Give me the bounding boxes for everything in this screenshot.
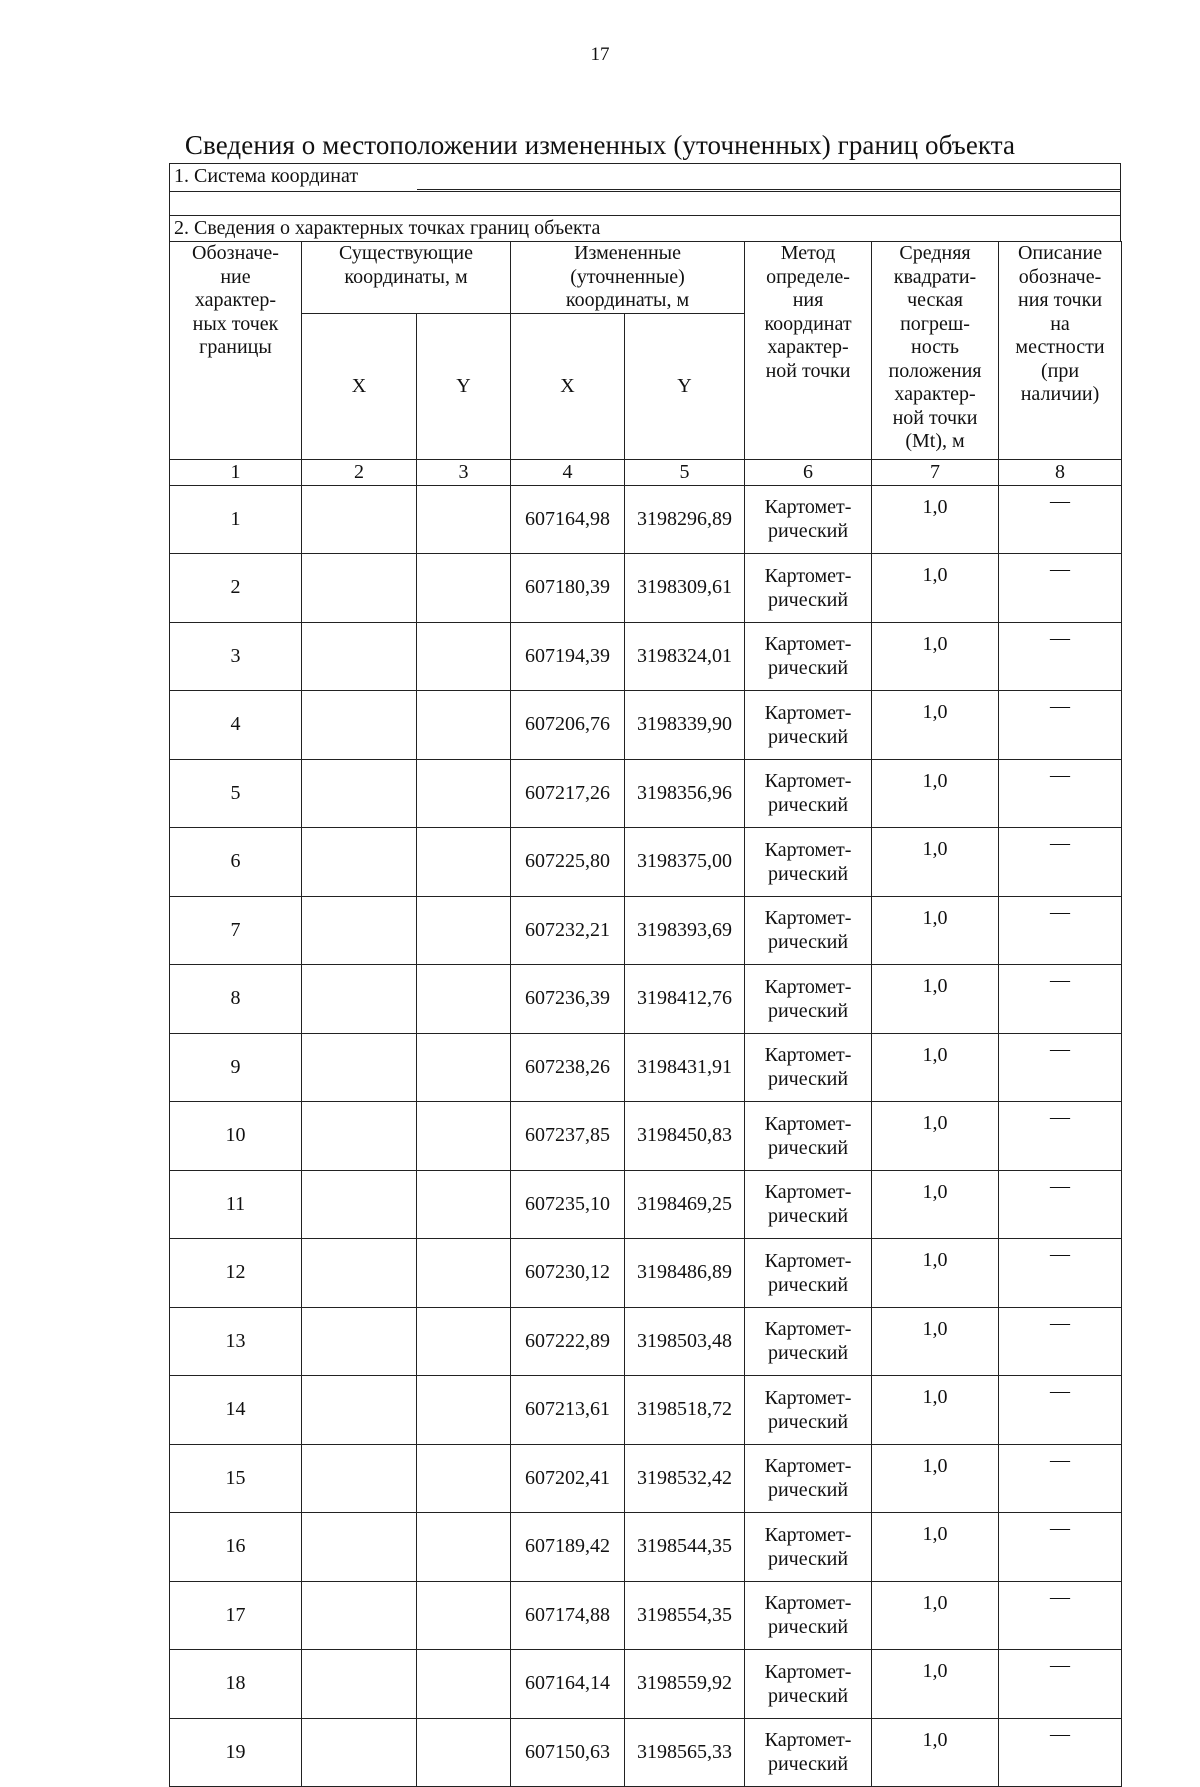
cell-existing-x <box>302 1239 417 1308</box>
cell-point-number: 8 <box>170 965 302 1034</box>
table-row <box>170 622 1122 691</box>
cell-changed-x: 607217,26 <box>511 759 625 828</box>
cell-method: Картомет- рический <box>745 759 872 828</box>
cell-existing-x <box>302 1170 417 1239</box>
cell-method: Картомет- рический <box>745 1718 872 1787</box>
page-number: 17 <box>590 44 610 65</box>
cell-existing-x <box>302 828 417 897</box>
cell-existing-x <box>302 896 417 965</box>
table-row <box>170 1581 1122 1650</box>
cell-point-number: 15 <box>170 1444 302 1513</box>
cell-description: — <box>999 759 1122 828</box>
cell-accuracy: 1,0 <box>872 1444 999 1513</box>
table-row <box>170 1444 1122 1513</box>
cell-description: — <box>999 965 1122 1034</box>
cell-existing-x <box>302 1650 417 1719</box>
cell-description: — <box>999 622 1122 691</box>
cell-point-number: 16 <box>170 1513 302 1582</box>
table-row <box>170 1239 1122 1308</box>
cell-method: Картомет- рический <box>745 1307 872 1376</box>
cell-existing-x <box>302 1718 417 1787</box>
cell-existing-y <box>417 1033 511 1102</box>
cell-method: Картомет- рический <box>745 1102 872 1171</box>
cell-existing-y <box>417 1376 511 1445</box>
table-row <box>170 896 1122 965</box>
cell-changed-x: 607232,21 <box>511 896 625 965</box>
header-designation: Обозначе- ние характер- ных точек границы <box>170 242 302 460</box>
table-row <box>170 965 1122 1034</box>
cell-description: — <box>999 1170 1122 1239</box>
header-changed-coords: Измененные (уточненные) координаты, м <box>511 242 745 314</box>
cell-changed-y: 3198296,89 <box>625 485 745 554</box>
cell-description: — <box>999 828 1122 897</box>
cell-method: Картомет- рический <box>745 1170 872 1239</box>
cell-existing-y <box>417 759 511 828</box>
cell-method: Картомет- рический <box>745 896 872 965</box>
cell-existing-y <box>417 828 511 897</box>
header-accuracy: Средняя квадрати- ческая погреш- ность положения характер- ной точки (Mt), м <box>872 242 999 460</box>
cell-description: — <box>999 485 1122 554</box>
cell-changed-x: 607236,39 <box>511 965 625 1034</box>
cell-description: — <box>999 1033 1122 1102</box>
cell-changed-x: 607225,80 <box>511 828 625 897</box>
header-method: Метод определе- ния координат характер- ной точки <box>745 242 872 460</box>
cell-existing-x <box>302 1444 417 1513</box>
cell-existing-y <box>417 622 511 691</box>
points-section-title: 2. Сведения о характерных точках границ объекта <box>169 216 1121 241</box>
cell-accuracy: 1,0 <box>872 1581 999 1650</box>
cell-description: — <box>999 1376 1122 1445</box>
cell-existing-y <box>417 1307 511 1376</box>
cell-changed-x: 607222,89 <box>511 1307 625 1376</box>
cell-accuracy: 1,0 <box>872 1513 999 1582</box>
header-existing-y: Y <box>417 313 511 459</box>
cell-accuracy: 1,0 <box>872 1170 999 1239</box>
cell-accuracy: 1,0 <box>872 1718 999 1787</box>
cell-changed-x: 607202,41 <box>511 1444 625 1513</box>
cell-point-number: 4 <box>170 691 302 760</box>
cell-accuracy: 1,0 <box>872 622 999 691</box>
cell-changed-x: 607189,42 <box>511 1513 625 1582</box>
cell-changed-x: 607164,98 <box>511 485 625 554</box>
cell-changed-y: 3198486,89 <box>625 1239 745 1308</box>
cell-accuracy: 1,0 <box>872 485 999 554</box>
cell-existing-x <box>302 759 417 828</box>
cell-method: Картомет- рический <box>745 828 872 897</box>
cell-changed-x: 607237,85 <box>511 1102 625 1171</box>
cell-changed-x: 607230,12 <box>511 1239 625 1308</box>
cell-point-number: 13 <box>170 1307 302 1376</box>
cell-description: — <box>999 896 1122 965</box>
cell-point-number: 10 <box>170 1102 302 1171</box>
cell-point-number: 6 <box>170 828 302 897</box>
header-changed-y: Y <box>625 313 745 459</box>
column-number: 6 <box>745 459 872 485</box>
blank-row <box>169 192 1121 216</box>
cell-existing-y <box>417 1718 511 1787</box>
column-number: 5 <box>625 459 745 485</box>
cell-description: — <box>999 554 1122 623</box>
cell-method: Картомет- рический <box>745 1376 872 1445</box>
cell-changed-y: 3198393,69 <box>625 896 745 965</box>
cell-changed-x: 607164,14 <box>511 1650 625 1719</box>
cell-changed-x: 607150,63 <box>511 1718 625 1787</box>
cell-point-number: 14 <box>170 1376 302 1445</box>
cell-description: — <box>999 1650 1122 1719</box>
table-row <box>170 485 1122 554</box>
coordinate-system-row <box>169 163 1121 192</box>
cell-existing-x <box>302 1376 417 1445</box>
table-row <box>170 1102 1122 1171</box>
cell-description: — <box>999 1513 1122 1582</box>
cell-existing-x <box>302 622 417 691</box>
table-row <box>170 1513 1122 1582</box>
cell-point-number: 9 <box>170 1033 302 1102</box>
table-row <box>170 1033 1122 1102</box>
boundary-points-form <box>169 163 1121 1787</box>
cell-description: — <box>999 1718 1122 1787</box>
cell-existing-y <box>417 1444 511 1513</box>
header-existing-x: X <box>302 313 417 459</box>
cell-changed-y: 3198518,72 <box>625 1376 745 1445</box>
document-title: Сведения о местоположении измененных (уточненных) границ объекта <box>184 130 1016 160</box>
boundary-points-table <box>169 241 1122 1787</box>
cell-accuracy: 1,0 <box>872 828 999 897</box>
cell-changed-y: 3198450,83 <box>625 1102 745 1171</box>
column-numbers-row <box>170 459 1122 485</box>
cell-existing-x <box>302 1102 417 1171</box>
cell-changed-y: 3198375,00 <box>625 828 745 897</box>
cell-method: Картомет- рический <box>745 1444 872 1513</box>
cell-existing-x <box>302 965 417 1034</box>
table-row <box>170 691 1122 760</box>
cell-existing-y <box>417 1239 511 1308</box>
table-row <box>170 1307 1122 1376</box>
cell-method: Картомет- рический <box>745 554 872 623</box>
cell-point-number: 18 <box>170 1650 302 1719</box>
cell-accuracy: 1,0 <box>872 1239 999 1308</box>
table-row <box>170 828 1122 897</box>
cell-point-number: 3 <box>170 622 302 691</box>
cell-existing-x <box>302 691 417 760</box>
cell-accuracy: 1,0 <box>872 1102 999 1171</box>
header-existing-coords: Существующие координаты, м <box>302 242 511 314</box>
cell-description: — <box>999 691 1122 760</box>
cell-changed-y: 3198532,42 <box>625 1444 745 1513</box>
cell-point-number: 19 <box>170 1718 302 1787</box>
cell-point-number: 17 <box>170 1581 302 1650</box>
cell-existing-x <box>302 1033 417 1102</box>
cell-description: — <box>999 1239 1122 1308</box>
coordinate-system-label: 1. Система координат <box>174 165 359 187</box>
cell-accuracy: 1,0 <box>872 1033 999 1102</box>
cell-existing-y <box>417 965 511 1034</box>
cell-description: — <box>999 1307 1122 1376</box>
cell-description: — <box>999 1581 1122 1650</box>
cell-changed-x: 607238,26 <box>511 1033 625 1102</box>
column-number: 8 <box>999 459 1122 485</box>
column-number: 4 <box>511 459 625 485</box>
cell-changed-y: 3198356,96 <box>625 759 745 828</box>
cell-changed-x: 607180,39 <box>511 554 625 623</box>
header-changed-x: X <box>511 313 625 459</box>
table-row <box>170 1376 1122 1445</box>
cell-existing-y <box>417 554 511 623</box>
table-row <box>170 1650 1122 1719</box>
cell-changed-y: 3198559,92 <box>625 1650 745 1719</box>
cell-changed-y: 3198309,61 <box>625 554 745 623</box>
cell-changed-y: 3198412,76 <box>625 965 745 1034</box>
cell-changed-y: 3198544,35 <box>625 1513 745 1582</box>
cell-accuracy: 1,0 <box>872 965 999 1034</box>
cell-point-number: 1 <box>170 485 302 554</box>
cell-point-number: 11 <box>170 1170 302 1239</box>
column-number: 1 <box>170 459 302 485</box>
cell-accuracy: 1,0 <box>872 554 999 623</box>
cell-existing-x <box>302 1513 417 1582</box>
coordinate-system-value <box>417 189 1120 190</box>
cell-point-number: 7 <box>170 896 302 965</box>
column-number: 3 <box>417 459 511 485</box>
cell-changed-y: 3198503,48 <box>625 1307 745 1376</box>
cell-method: Картомет- рический <box>745 1033 872 1102</box>
cell-method: Картомет- рический <box>745 1239 872 1308</box>
cell-method: Картомет- рический <box>745 965 872 1034</box>
column-number: 2 <box>302 459 417 485</box>
column-number: 7 <box>872 459 999 485</box>
cell-accuracy: 1,0 <box>872 759 999 828</box>
cell-changed-y: 3198469,25 <box>625 1170 745 1239</box>
table-row <box>170 1718 1122 1787</box>
cell-changed-y: 3198339,90 <box>625 691 745 760</box>
cell-existing-y <box>417 485 511 554</box>
cell-changed-y: 3198554,35 <box>625 1581 745 1650</box>
cell-changed-x: 607235,10 <box>511 1170 625 1239</box>
cell-changed-x: 607194,39 <box>511 622 625 691</box>
cell-accuracy: 1,0 <box>872 691 999 760</box>
table-row <box>170 1170 1122 1239</box>
cell-method: Картомет- рический <box>745 1513 872 1582</box>
cell-existing-x <box>302 1581 417 1650</box>
cell-accuracy: 1,0 <box>872 1650 999 1719</box>
cell-existing-y <box>417 896 511 965</box>
cell-point-number: 2 <box>170 554 302 623</box>
cell-changed-x: 607174,88 <box>511 1581 625 1650</box>
cell-accuracy: 1,0 <box>872 1376 999 1445</box>
cell-accuracy: 1,0 <box>872 1307 999 1376</box>
cell-existing-y <box>417 1170 511 1239</box>
table-row <box>170 759 1122 828</box>
cell-changed-y: 3198324,01 <box>625 622 745 691</box>
cell-method: Картомет- рический <box>745 1650 872 1719</box>
cell-method: Картомет- рический <box>745 691 872 760</box>
cell-changed-y: 3198431,91 <box>625 1033 745 1102</box>
cell-existing-y <box>417 1513 511 1582</box>
cell-method: Картомет- рический <box>745 622 872 691</box>
table-row <box>170 554 1122 623</box>
cell-changed-x: 607206,76 <box>511 691 625 760</box>
cell-point-number: 12 <box>170 1239 302 1308</box>
cell-existing-y <box>417 1581 511 1650</box>
cell-accuracy: 1,0 <box>872 896 999 965</box>
cell-existing-y <box>417 1650 511 1719</box>
cell-existing-y <box>417 1102 511 1171</box>
cell-method: Картомет- рический <box>745 485 872 554</box>
cell-changed-y: 3198565,33 <box>625 1718 745 1787</box>
header-description: Описание обозначе- ния точки на местности (при наличии) <box>999 242 1122 460</box>
cell-existing-x <box>302 1307 417 1376</box>
cell-description: — <box>999 1444 1122 1513</box>
cell-existing-x <box>302 554 417 623</box>
cell-method: Картомет- рический <box>745 1581 872 1650</box>
cell-changed-x: 607213,61 <box>511 1376 625 1445</box>
cell-existing-y <box>417 691 511 760</box>
cell-point-number: 5 <box>170 759 302 828</box>
cell-description: — <box>999 1102 1122 1171</box>
cell-existing-x <box>302 485 417 554</box>
